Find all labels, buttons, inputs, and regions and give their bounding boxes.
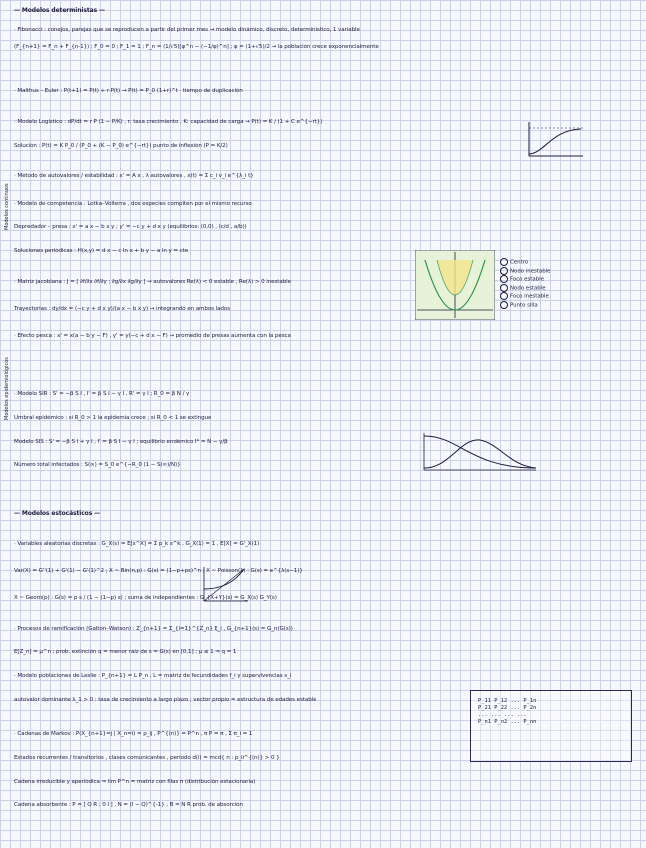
note-line: · Procesos de ramificación (Galton–Watson) : Z_{n+1} = Σ_{i=1}^{Z_n} ξ_i , G_{n+1}(s) = G_n(G(s)) bbox=[14, 625, 293, 632]
note-line: Umbral epidémico : si R_0 > 1 la epidemia crece ; si R_0 < 1 se extingue bbox=[14, 414, 212, 421]
note-line: · Modelo de competencia : Lotka–Volterra , dos especies compiten por el mismo recurso bbox=[14, 200, 252, 207]
legend-item: Nodo inestable bbox=[500, 267, 550, 276]
section-heading: — Modelos estocásticos — bbox=[14, 510, 101, 517]
note-line: · Modelo Logístico : dP/dt = r P (1 − P/K) , r: tasa crecimiento , K: capacidad de carga → P(t) = K / (1 + C e^{−rt}) bbox=[14, 119, 323, 125]
note-line: Depredador – presa : x' = a x − b x y ; y' = −c y + d x y (equilibrios: (0,0) , (c/d , a/b)) bbox=[14, 224, 247, 231]
matrix-row: P_n1 P_n2 ... P_nn bbox=[478, 719, 537, 725]
note-line: · Malthus – Euler : P(t+1) = P(t) + r·P(t) → P(t) = P_0 (1+r)^t · tiempo de duplicación bbox=[14, 88, 243, 95]
note-line: · Variables aleatorias discretas : G_X(s) = E[s^X] = Σ p_k s^k , G_X(1) = 1 , E[X] = G'_X(1) bbox=[14, 540, 260, 547]
note-line: · Modelo poblaciones de Leslie : P_{n+1} = L P_n , L = matriz de fecundidades f_i y supervivencias s_i bbox=[14, 673, 292, 680]
note-line: Modelo SIS : S' = −β S I + γ I , I' = β S I − γ I ; equilibrio endémico I* = N − γ/β bbox=[14, 438, 228, 445]
note-line: Cadena irreducible y aperiódica ⇒ lim P^n = matriz con filas π (distribución estacionaria) bbox=[14, 778, 256, 785]
legend-item: Centro bbox=[500, 258, 550, 267]
phase-plane-sketch bbox=[415, 250, 495, 320]
note-line: Var(X) = G''(1) + G'(1) − G'(1)^2 ; X ~ Bin(n,p) : G(s) = (1−p+ps)^n ; X ~ Poisson(λ) : G(s) = e^{λ(s−1)} bbox=[14, 567, 303, 574]
legend-item: Punto silla bbox=[500, 301, 550, 310]
circle-icon bbox=[500, 267, 508, 275]
sir-curves-sketch bbox=[420, 430, 540, 475]
note-line: · Método de autovalores / estabilidad : x' = A x , λ autovalores , x(t) = Σ c_i v_i e^{λ_i t} bbox=[14, 173, 254, 180]
note-line: (F_{n+1} = F_n + F_{n-1}) ; F_0 = 0 ; F_1 = 1 ; F_n = (1/√5)[φ^n − (−1/φ)^n] ; φ = (1+√5)/2 → la población crece exponencialmente bbox=[14, 44, 379, 51]
legend-item: Foco inestable bbox=[500, 292, 550, 301]
note-line: autovalor dominante λ_1 > 0 : tasa de crecimiento a largo plazo ; vector propio = estructura de edades estable bbox=[14, 697, 317, 703]
matrix-row: ... ... ... ... bbox=[478, 712, 527, 718]
note-line: Cadena absorbente : P = [ Q R ; 0 I ] , N = (I − Q)^{-1} , B = N R prob. de absorción bbox=[14, 802, 243, 809]
extinction-plot-sketch bbox=[200, 565, 250, 605]
circle-icon bbox=[500, 284, 508, 292]
transition-matrix bbox=[478, 698, 536, 726]
logistic-curve-sketch bbox=[525, 120, 585, 160]
note-line: Trayectorias : dy/dx = (−c y + d x y)/(a x − b x y) → integrando en ambos lados bbox=[14, 306, 231, 312]
side-label-epidemiologicos: Modelos epidemiológicos bbox=[4, 357, 10, 420]
note-line: · Matriz jacobiana : J = [ ∂f/∂x ∂f/∂y ; ∂g/∂x ∂g/∂y ] → autovalores Re(λ) < 0 estable , Re(λ) > 0 inestable bbox=[14, 278, 291, 285]
note-line: · Fibonacci : conejos, parejas que se reproducen a partir del primer mes → modelo dinámico, discreto, determinístico, 1 variable bbox=[14, 27, 360, 34]
legend-item: Nodo estable bbox=[500, 284, 550, 293]
circle-icon bbox=[500, 301, 508, 309]
circle-icon bbox=[500, 275, 508, 283]
note-line: · Efecto pesca : x' = x(a − b y − F) , y' = y(−c + d x − F) → promedio de presas aumenta con la pesca bbox=[14, 333, 291, 340]
note-line: Soluciones periódicas : H(x,y) = d x − c ln x + b y − a ln y = cte bbox=[14, 248, 189, 255]
note-line: E[Z_n] = μ^n ; prob. extinción q = menor raíz de s = G(s) en [0,1] ; μ ≤ 1 ⇒ q = 1 bbox=[14, 649, 237, 656]
section-heading: — Modelos deterministas — bbox=[14, 6, 105, 14]
matrix-row: P_11 P_12 ... P_1n bbox=[478, 698, 537, 704]
stability-legend bbox=[500, 258, 550, 309]
note-line: X ~ Geom(p) : G(s) = p s / (1 − (1−p) s) ; suma de independientes : G_{X+Y}(s) = G_X(s) G_Y(s) bbox=[14, 595, 277, 601]
note-line: Solución : P(t) = K P_0 / (P_0 + (K − P_0) e^{−rt}) punto de inflexión (P = K/2) bbox=[14, 142, 228, 149]
legend-item: Foco estable bbox=[500, 275, 550, 284]
note-line: · Cadenas de Markov : P(X_{n+1}=j | X_n=i) = p_ij , P^{(n)} = P^n , π P = π , Σ π_i = 1 bbox=[14, 731, 253, 737]
side-label-continuos: Modelos continuos bbox=[4, 183, 10, 230]
matrix-row: P_21 P_22 ... P_2n bbox=[478, 705, 537, 711]
circle-icon bbox=[500, 292, 508, 300]
note-line: Número total infectados : S(∞) = S_0 e^{−R_0 (1 − S(∞)/N)} bbox=[14, 462, 181, 469]
note-line: · Modelo SIR : S' = −β S I , I' = β S I − γ I , R' = γ I ; R_0 = β N / γ bbox=[14, 391, 190, 397]
circle-icon bbox=[500, 258, 508, 266]
note-line: Estados recurrentes / transitorios , clases comunicantes , periodo d(i) = mcd{ n : p_ii^{(n)} > 0 } bbox=[14, 754, 280, 761]
